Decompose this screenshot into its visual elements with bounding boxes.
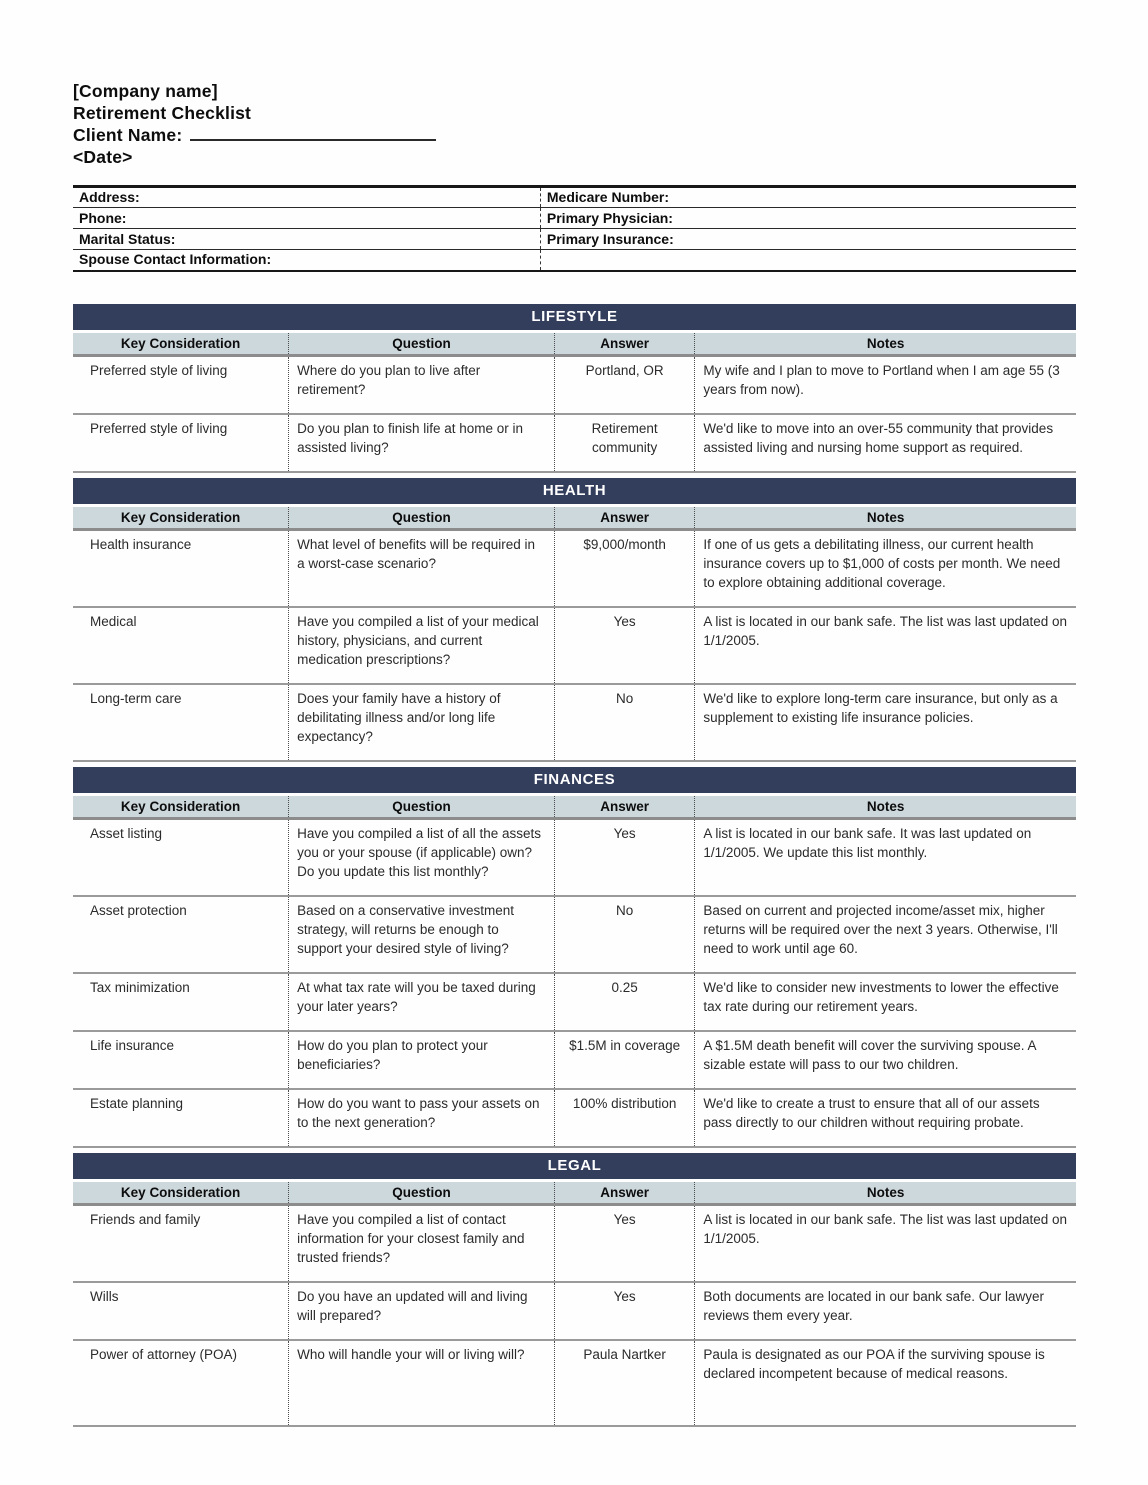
company-name: [Company name] xyxy=(73,81,218,101)
notes-cell: We'd like to move into an over-55 community that provides assisted living and nursing home support as required. xyxy=(695,414,1076,472)
info-row xyxy=(73,208,1076,229)
table-row xyxy=(73,818,1076,896)
section-title-bar: FINANCES xyxy=(73,767,1076,793)
answer-cell: No xyxy=(554,684,694,761)
section-finances xyxy=(73,767,1076,1148)
column-header: Notes xyxy=(695,333,1076,356)
key-consideration-cell: Power of attorney (POA) xyxy=(73,1340,289,1426)
table-row xyxy=(73,414,1076,472)
notes-cell: A list is located in our bank safe. It was last updated on 1/1/2005. We update this list monthly. xyxy=(695,818,1076,896)
answer-cell: $1.5M in coverage xyxy=(554,1031,694,1089)
notes-cell: We'd like to consider new investments to lower the effective tax rate during our retirement years. xyxy=(695,973,1076,1031)
question-cell: How do you want to pass your assets on to the next generation? xyxy=(289,1089,555,1147)
key-consideration-cell: Tax minimization xyxy=(73,973,289,1031)
notes-cell: Paula is designated as our POA if the surviving spouse is declared incompetent because of medical reasons. xyxy=(695,1340,1076,1426)
column-header: Key Consideration xyxy=(73,1182,289,1205)
answer-cell: 100% distribution xyxy=(554,1089,694,1147)
info-row xyxy=(73,250,1076,271)
question-cell: How do you plan to protect your beneficiaries? xyxy=(289,1031,555,1089)
answer-cell: 0.25 xyxy=(554,973,694,1031)
table-row xyxy=(73,1282,1076,1340)
section-health xyxy=(73,478,1076,762)
notes-cell: A list is located in our bank safe. The list was last updated on 1/1/2005. xyxy=(695,1204,1076,1282)
question-cell: Who will handle your will or living will? xyxy=(289,1340,555,1426)
column-header-row xyxy=(73,1182,1076,1205)
notes-cell: A list is located in our bank safe. The list was last updated on 1/1/2005. xyxy=(695,607,1076,684)
key-consideration-cell: Life insurance xyxy=(73,1031,289,1089)
column-header: Notes xyxy=(695,1182,1076,1205)
section-table xyxy=(73,333,1076,473)
table-row xyxy=(73,607,1076,684)
section-legal xyxy=(73,1153,1076,1427)
column-header-row xyxy=(73,507,1076,530)
key-consideration-cell: Estate planning xyxy=(73,1089,289,1147)
table-row xyxy=(73,896,1076,973)
key-consideration-cell: Asset protection xyxy=(73,896,289,973)
section-table xyxy=(73,1182,1076,1427)
document-header xyxy=(73,80,1076,168)
answer-cell: Yes xyxy=(554,607,694,684)
key-consideration-cell: Preferred style of living xyxy=(73,355,289,414)
date-placeholder: <Date> xyxy=(73,147,133,167)
primary-insurance-label: Primary Insurance: xyxy=(540,229,1076,250)
column-header: Key Consideration xyxy=(73,796,289,819)
answer-cell: Retirement community xyxy=(554,414,694,472)
column-header: Notes xyxy=(695,796,1076,819)
address-label: Address: xyxy=(73,187,540,208)
notes-cell: Both documents are located in our bank safe. Our lawyer reviews them every year. xyxy=(695,1282,1076,1340)
checklist-sections xyxy=(73,304,1076,1427)
column-header: Answer xyxy=(554,507,694,530)
question-cell: Have you compiled a list of your medical history, physicians, and current medication prescriptions? xyxy=(289,607,555,684)
table-row xyxy=(73,529,1076,607)
key-consideration-cell: Medical xyxy=(73,607,289,684)
client-name-line xyxy=(73,124,1076,146)
table-row xyxy=(73,973,1076,1031)
question-cell: Do you have an updated will and living will prepared? xyxy=(289,1282,555,1340)
key-consideration-cell: Preferred style of living xyxy=(73,414,289,472)
table-row xyxy=(73,1204,1076,1282)
column-header: Question xyxy=(289,333,555,356)
answer-cell: Paula Nartker xyxy=(554,1340,694,1426)
table-row xyxy=(73,1089,1076,1147)
key-consideration-cell: Long-term care xyxy=(73,684,289,761)
notes-cell: We'd like to explore long-term care insurance, but only as a supplement to existing life insurance policies. xyxy=(695,684,1076,761)
column-header: Answer xyxy=(554,1182,694,1205)
question-cell: Based on a conservative investment strategy, will returns be enough to support your desired style of living? xyxy=(289,896,555,973)
info-row xyxy=(73,187,1076,208)
answer-cell: No xyxy=(554,896,694,973)
document-title: Retirement Checklist xyxy=(73,103,252,123)
primary-physician-label: Primary Physician: xyxy=(540,208,1076,229)
client-name-label: Client Name: xyxy=(73,125,183,145)
notes-cell: If one of us gets a debilitating illness, our current health insurance covers up to $1,000 of costs per month. We need to explore obtaining additional coverage. xyxy=(695,529,1076,607)
client-name-blank-line xyxy=(190,126,436,141)
section-lifestyle xyxy=(73,304,1076,473)
column-header: Answer xyxy=(554,333,694,356)
answer-cell: $9,000/month xyxy=(554,529,694,607)
table-row xyxy=(73,684,1076,761)
column-header: Notes xyxy=(695,507,1076,530)
key-consideration-cell: Health insurance xyxy=(73,529,289,607)
question-cell: Have you compiled a list of contact information for your closest family and trusted friends? xyxy=(289,1204,555,1282)
column-header-row xyxy=(73,333,1076,356)
question-cell: At what tax rate will you be taxed during your later years? xyxy=(289,973,555,1031)
key-consideration-cell: Wills xyxy=(73,1282,289,1340)
table-row xyxy=(73,1340,1076,1426)
question-cell: Does your family have a history of debilitating illness and/or long life expectancy? xyxy=(289,684,555,761)
answer-cell: Yes xyxy=(554,818,694,896)
section-table xyxy=(73,796,1076,1148)
notes-cell: A $1.5M death benefit will cover the surviving spouse. A sizable estate will pass to our two children. xyxy=(695,1031,1076,1089)
column-header: Question xyxy=(289,1182,555,1205)
column-header: Question xyxy=(289,507,555,530)
answer-cell: Yes xyxy=(554,1204,694,1282)
info-row xyxy=(73,229,1076,250)
answer-cell: Portland, OR xyxy=(554,355,694,414)
column-header-row xyxy=(73,796,1076,819)
section-title-bar: LIFESTYLE xyxy=(73,304,1076,330)
phone-label: Phone: xyxy=(73,208,540,229)
section-table xyxy=(73,507,1076,762)
question-cell: Have you compiled a list of all the assets you or your spouse (if applicable) own? Do you update this list monthly? xyxy=(289,818,555,896)
table-row xyxy=(73,355,1076,414)
key-consideration-cell: Friends and family xyxy=(73,1204,289,1282)
notes-cell: Based on current and projected income/asset mix, higher returns will be required over the next 3 years. Otherwise, I'll need to work until age 60. xyxy=(695,896,1076,973)
spouse-contact-label: Spouse Contact Information: xyxy=(73,250,540,271)
notes-cell: My wife and I plan to move to Portland when I am age 55 (3 years from now). xyxy=(695,355,1076,414)
info-blank-cell xyxy=(540,250,1076,271)
column-header: Question xyxy=(289,796,555,819)
medicare-number-label: Medicare Number: xyxy=(540,187,1076,208)
marital-status-label: Marital Status: xyxy=(73,229,540,250)
question-cell: Where do you plan to live after retirement? xyxy=(289,355,555,414)
section-title-bar: HEALTH xyxy=(73,478,1076,504)
column-header: Key Consideration xyxy=(73,507,289,530)
answer-cell: Yes xyxy=(554,1282,694,1340)
notes-cell: We'd like to create a trust to ensure that all of our assets pass directly to our children without requiring probate. xyxy=(695,1089,1076,1147)
question-cell: Do you plan to finish life at home or in assisted living? xyxy=(289,414,555,472)
client-info-table xyxy=(73,185,1076,272)
key-consideration-cell: Asset listing xyxy=(73,818,289,896)
table-row xyxy=(73,1031,1076,1089)
question-cell: What level of benefits will be required in a worst-case scenario? xyxy=(289,529,555,607)
section-title-bar: LEGAL xyxy=(73,1153,1076,1179)
column-header: Key Consideration xyxy=(73,333,289,356)
column-header: Answer xyxy=(554,796,694,819)
